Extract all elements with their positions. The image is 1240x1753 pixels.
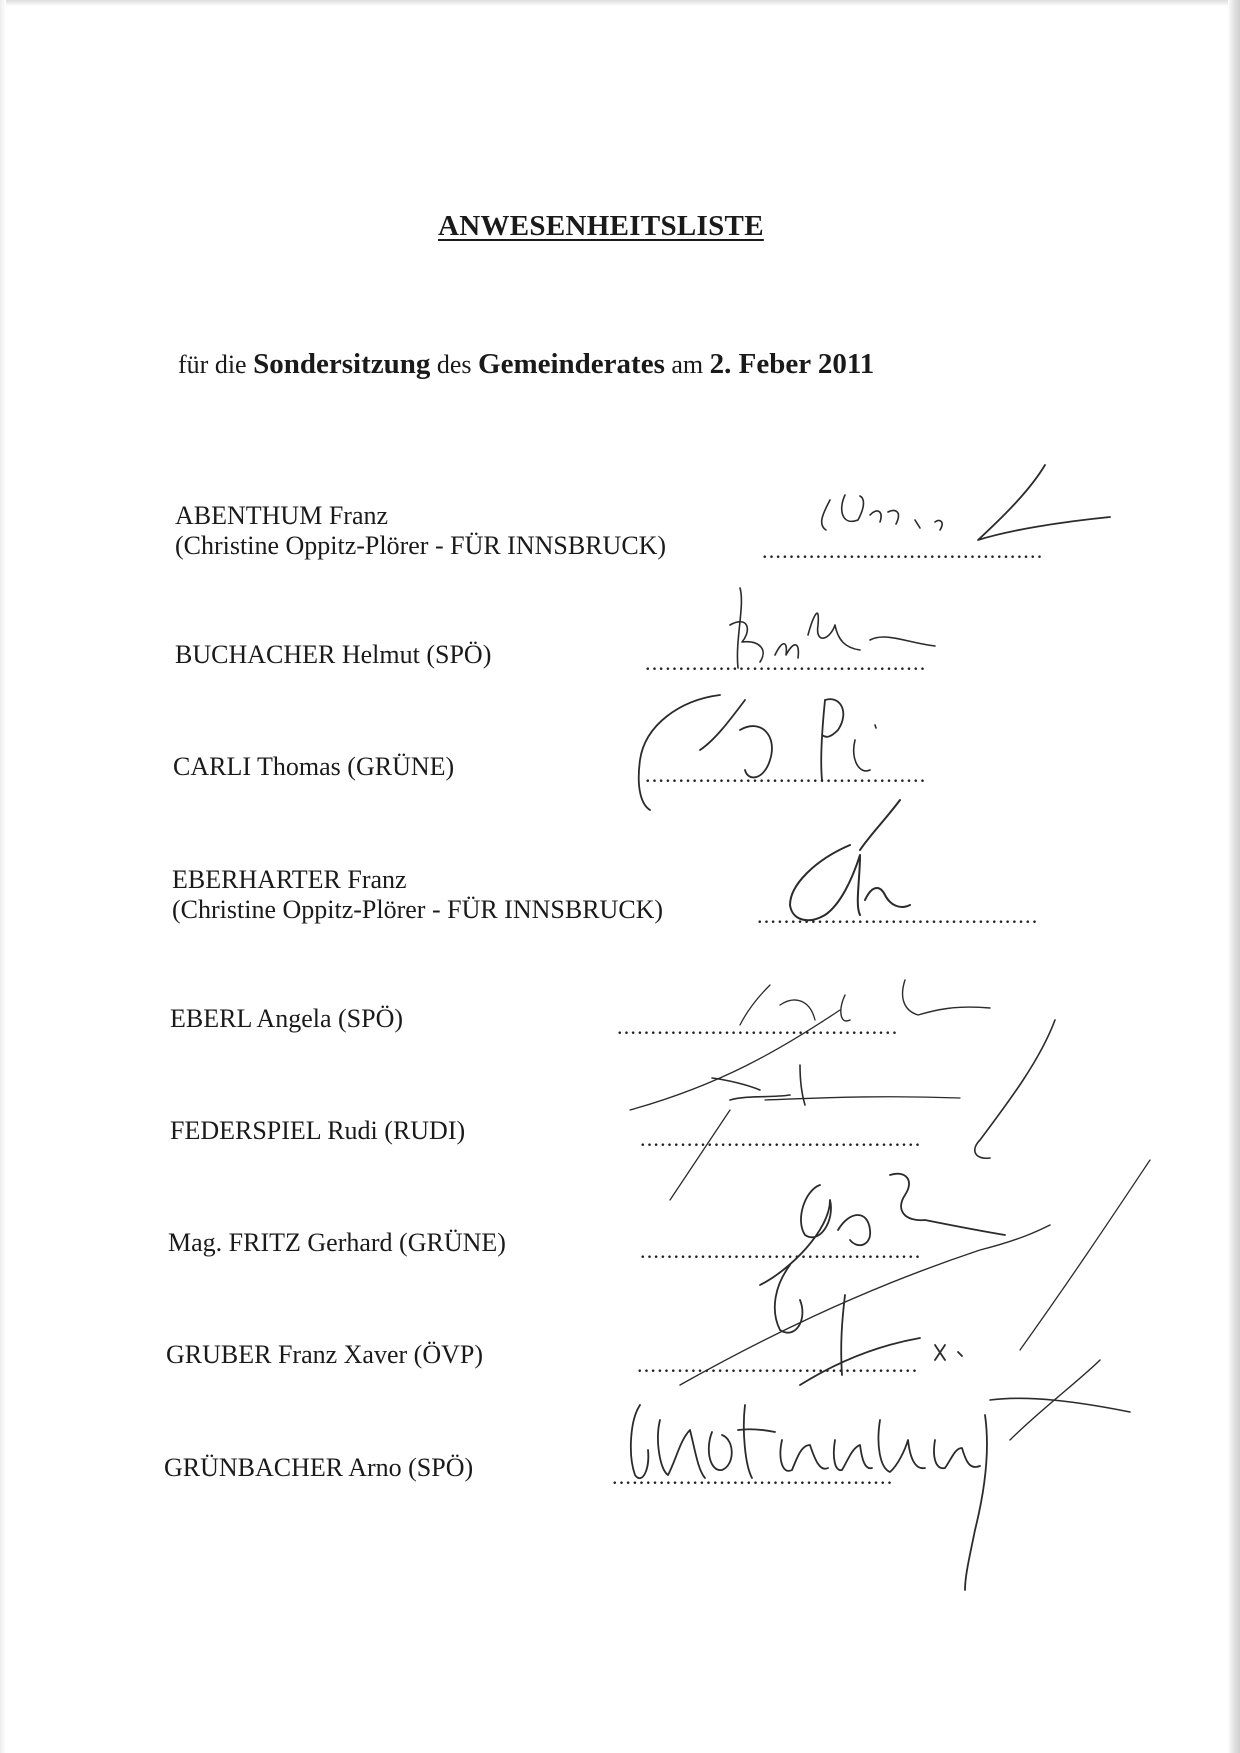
attendee-name: BUCHACHER Helmut (SPÖ)	[175, 640, 492, 669]
signature-line: ..........................................	[637, 1352, 919, 1377]
signature-eberharter	[790, 800, 910, 920]
attendee-note: (Christine Oppitz-Plörer - FÜR INNSBRUCK)	[172, 895, 664, 924]
subtitle-meeting-type: Sondersitzung	[253, 348, 431, 380]
signature-eberl	[630, 980, 990, 1110]
subtitle-date: 2. Feber 2011	[709, 348, 875, 380]
signature-line: ..........................................	[645, 650, 927, 675]
signature-line: ..........................................	[612, 1464, 894, 1489]
subtitle-body: Gemeinderates	[478, 348, 665, 380]
signature-line: ..........................................	[645, 762, 927, 787]
attendee-note: (Christine Oppitz-Plörer - FÜR INNSBRUCK)	[175, 531, 667, 560]
attendee-name: Mag. FRITZ Gerhard (GRÜNE)	[168, 1228, 506, 1257]
attendee-name: CARLI Thomas (GRÜNE)	[173, 752, 455, 781]
signature-fritz	[760, 1160, 1150, 1350]
signature-line: ..........................................	[617, 1014, 899, 1039]
signature-line: ..........................................	[757, 903, 1039, 928]
signature-gruber	[680, 1225, 1050, 1385]
subtitle-text-2: des	[430, 350, 479, 379]
attendee-name: FEDERSPIEL Rudi (RUDI)	[170, 1116, 466, 1145]
attendee-name: EBERL Angela (SPÖ)	[170, 1004, 404, 1033]
document-title: ANWESENHEITSLISTE	[438, 210, 764, 242]
signature-federspiel	[670, 1020, 1055, 1200]
signature-carli	[639, 695, 876, 810]
signature-line: ..........................................	[762, 538, 1044, 563]
subtitle-text-1: für die	[178, 350, 254, 379]
attendee-name: GRUBER Franz Xaver (ÖVP)	[166, 1340, 484, 1369]
attendee-name: EBERHARTER Franz	[172, 865, 407, 894]
signature-gruenbacher	[631, 1360, 1130, 1590]
attendee-name: GRÜNBACHER Arno (SPÖ)	[164, 1453, 474, 1482]
signature-abenthum	[822, 465, 1110, 540]
signature-line: ..........................................	[640, 1238, 922, 1263]
signature-buchacher	[730, 588, 935, 668]
subtitle-text-3: am	[664, 350, 710, 379]
signature-line: ..........................................	[640, 1126, 922, 1151]
attendee-name: ABENTHUM Franz	[175, 501, 389, 530]
